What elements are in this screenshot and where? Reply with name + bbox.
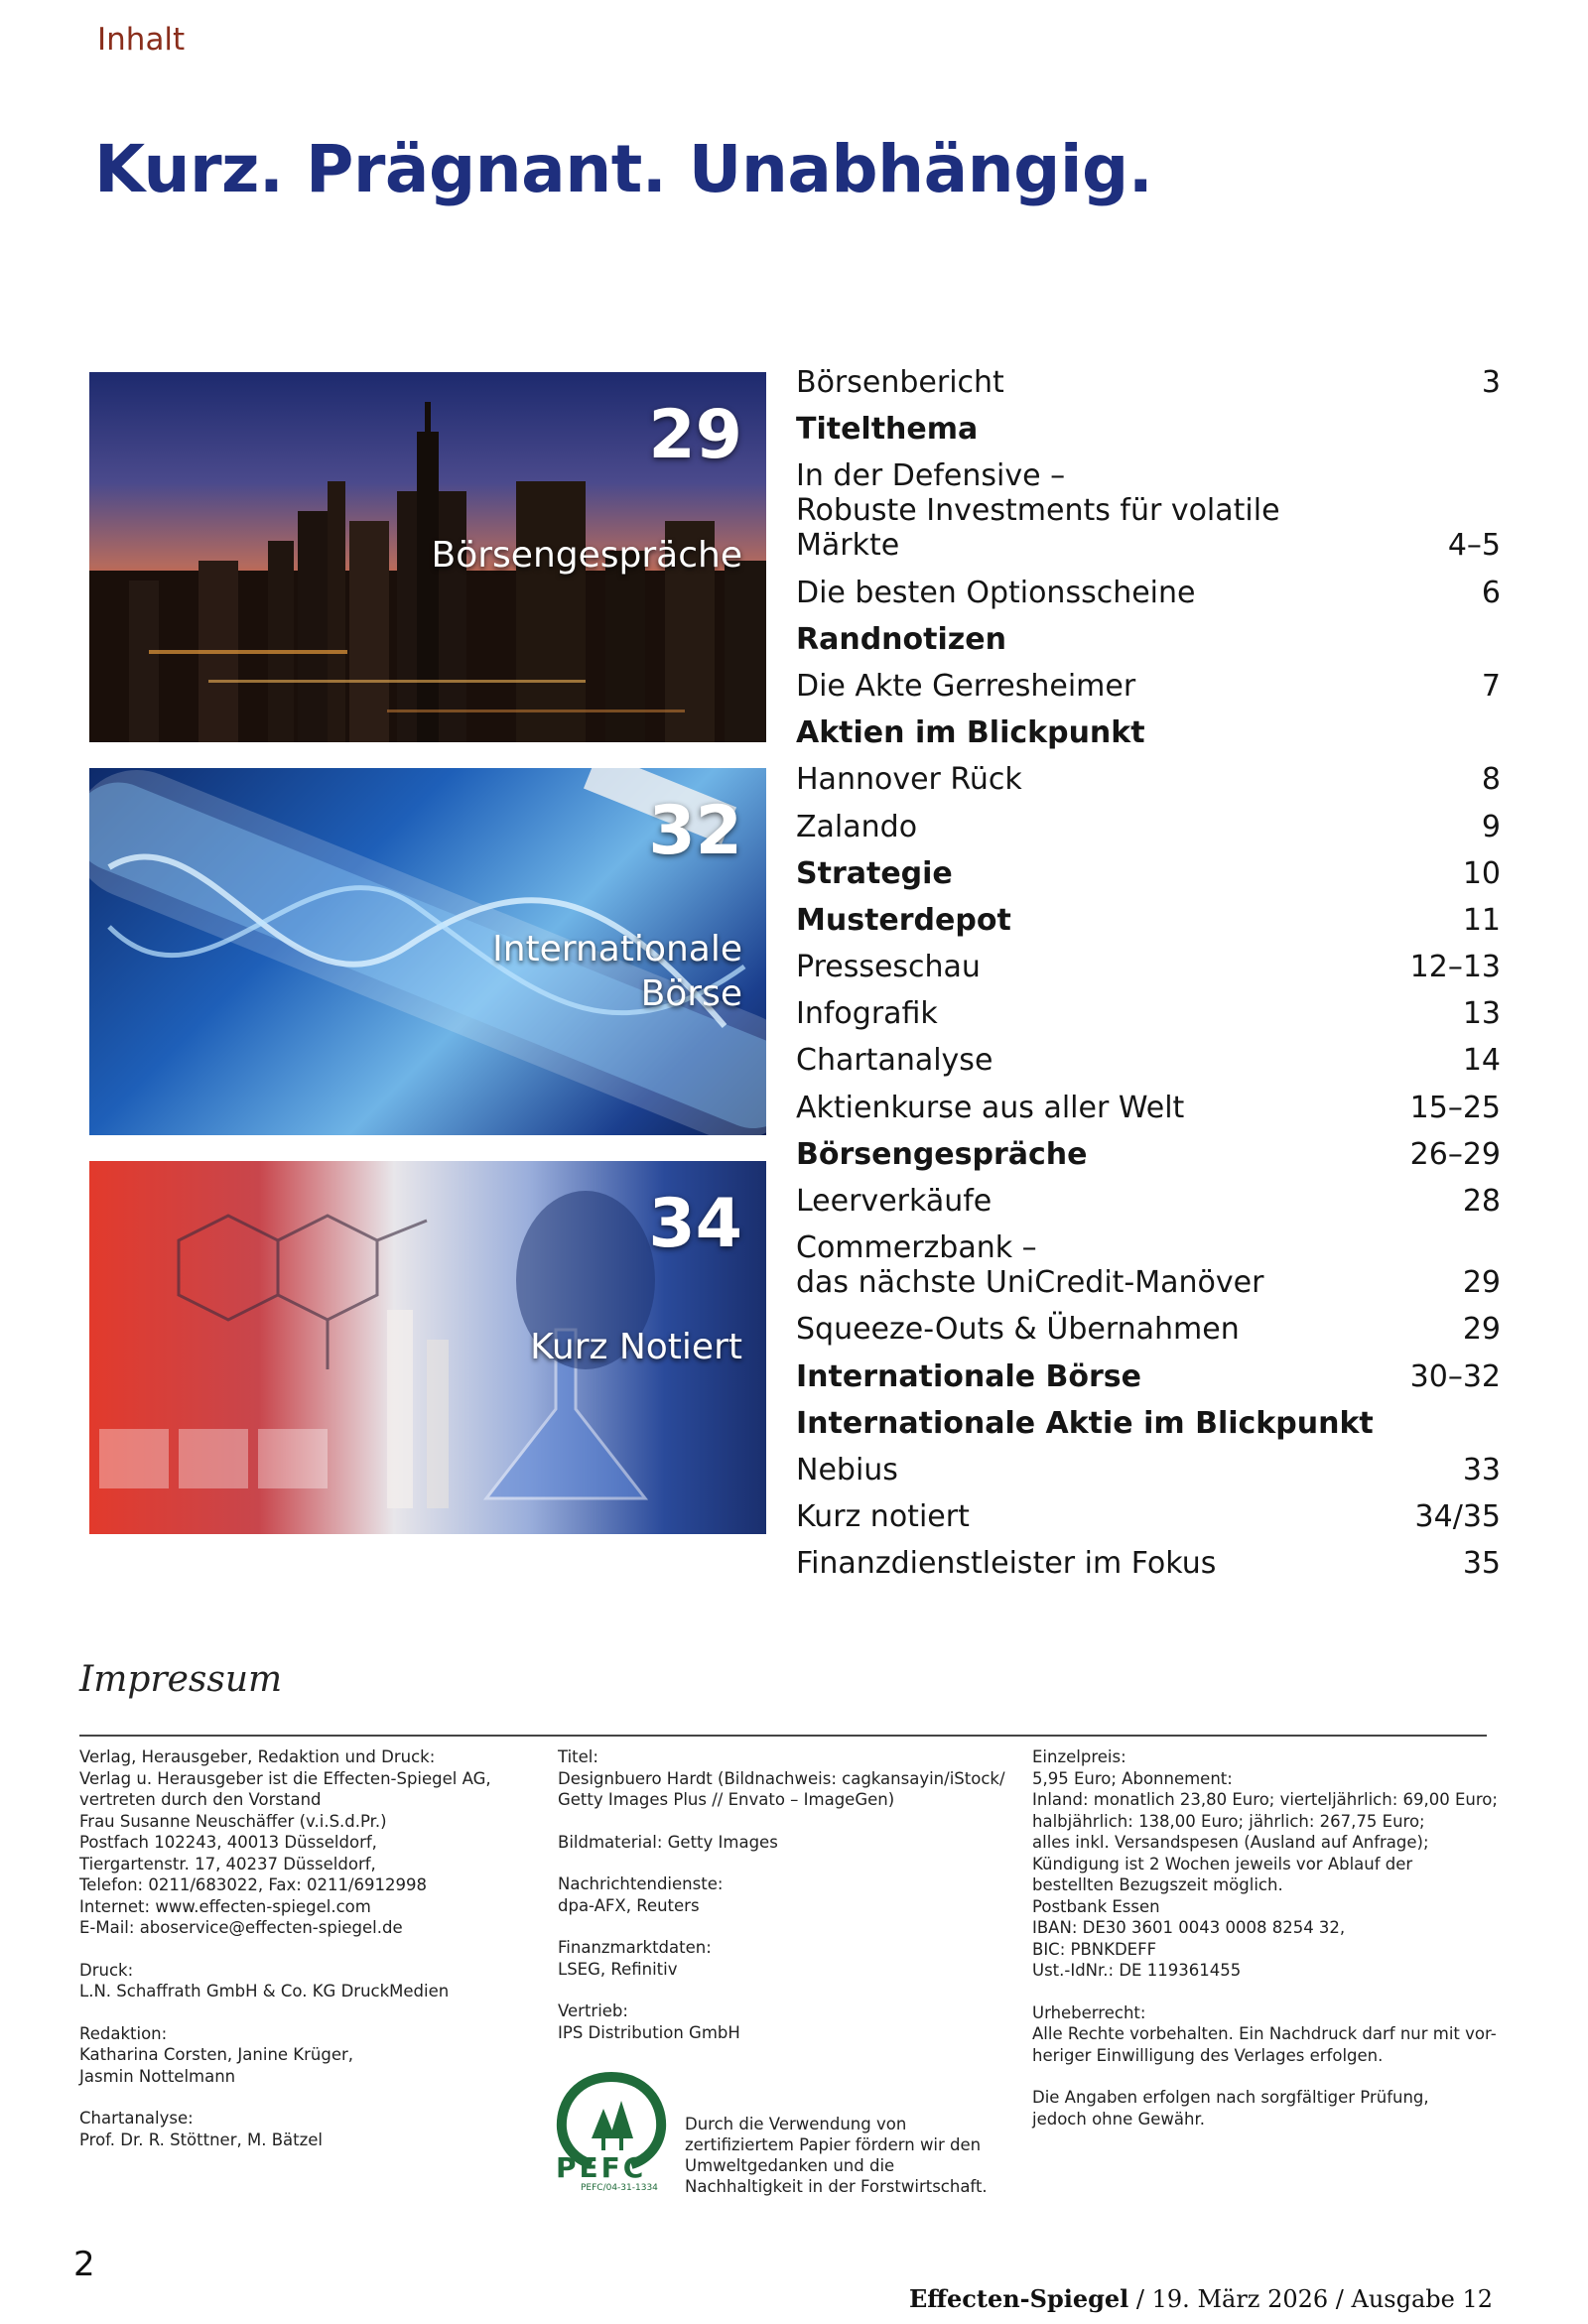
impressum-line: Postbank Essen bbox=[1032, 1896, 1160, 1916]
teaser-kurz-notiert[interactable] bbox=[89, 1161, 766, 1534]
toc-entry[interactable] bbox=[796, 1493, 1501, 1540]
toc-entry[interactable] bbox=[796, 944, 1501, 990]
impressum-line: vertreten durch den Vorstand bbox=[79, 1790, 322, 1809]
impressum-block bbox=[1032, 2002, 1499, 2067]
teaser-label: Internationale Börse bbox=[492, 929, 742, 1014]
impressum-line: Finanzmarktdaten: bbox=[558, 1938, 712, 1957]
toc-entry-page: 28 bbox=[1462, 1184, 1501, 1219]
impressum-block bbox=[1032, 2087, 1499, 2130]
impressum-line: Tiergartenstr. 17, 40237 Düsseldorf, bbox=[79, 1854, 376, 1873]
impressum-line: Einzelpreis: bbox=[1032, 1747, 1126, 1766]
impressum-line: L.N. Schaffrath GmbH & Co. KG DruckMedien bbox=[79, 1982, 450, 2001]
publication-name: Effecten-Spiegel bbox=[908, 2284, 1129, 2313]
impressum-line: halbjährlich: 138,00 Euro; jährlich: 267,75 Euro; bbox=[1032, 1811, 1425, 1831]
toc-entry-page: 4–5 bbox=[1447, 528, 1501, 564]
impressum-block bbox=[558, 2001, 1024, 2043]
teaser-label: Kurz Notiert bbox=[530, 1327, 742, 1367]
impressum-line: Vertrieb: bbox=[558, 2001, 628, 2020]
toc-entry-title: Internationale Börse bbox=[796, 1358, 1141, 1394]
toc-entry[interactable] bbox=[796, 616, 1501, 663]
impressum-line: IPS Distribution GmbH bbox=[558, 2022, 740, 2042]
toc-entry-title: Zalando bbox=[796, 809, 918, 844]
impressum-line: Inland: monatlich 23,80 Euro; vierteljährlich: 69,00 Euro; bbox=[1032, 1790, 1498, 1809]
impressum-line: IBAN: DE30 3601 0043 0008 8254 32, bbox=[1032, 1918, 1346, 1937]
toc-entry[interactable] bbox=[796, 850, 1501, 897]
toc-entry-page: 26–29 bbox=[1409, 1136, 1501, 1172]
toc-entry-page: 7 bbox=[1481, 668, 1501, 704]
toc-entry[interactable] bbox=[796, 804, 1501, 850]
impressum-line: bestellten Bezugszeit möglich. bbox=[1032, 1875, 1283, 1894]
toc-entry[interactable] bbox=[796, 1447, 1501, 1493]
toc-entry[interactable] bbox=[796, 1131, 1501, 1178]
impressum-line: Postfach 102243, 40013 Düsseldorf, bbox=[79, 1833, 377, 1852]
impressum-line: heriger Einwilligung des Verlages erfolgen. bbox=[1032, 2045, 1384, 2065]
toc-entry-title: Börsenbericht bbox=[796, 365, 1004, 400]
pefc-code: PEFC/04-31-1334 bbox=[581, 2183, 658, 2193]
toc-entry-page: 29 bbox=[1462, 1265, 1501, 1301]
toc-entry-title: Infografik bbox=[796, 996, 938, 1032]
impressum-line: Nachrichtendienste: bbox=[558, 1874, 724, 1893]
toc-entry[interactable] bbox=[796, 897, 1501, 944]
toc-entry-title: Börsengespräche bbox=[796, 1136, 1088, 1172]
toc-entry-title: Nebius bbox=[796, 1452, 898, 1487]
toc-entry[interactable] bbox=[796, 1225, 1501, 1306]
issue-footer bbox=[909, 2284, 1493, 2313]
toc-entry[interactable] bbox=[796, 1178, 1501, 1225]
toc-entry-title: Kurz notiert bbox=[796, 1499, 970, 1535]
impressum-line: Urheberrecht: bbox=[1032, 2002, 1146, 2022]
issue-info: / 19. März 2026 / Ausgabe 12 bbox=[1128, 2285, 1493, 2313]
toc-entry-page: 6 bbox=[1481, 575, 1501, 610]
toc-entry-page: 34/35 bbox=[1414, 1499, 1501, 1535]
impressum-line: jedoch ohne Gewähr. bbox=[1032, 2109, 1205, 2129]
impressum-line: Prof. Dr. R. Stöttner, M. Bätzel bbox=[79, 2130, 323, 2149]
impressum-block bbox=[79, 1746, 546, 1939]
toc-entry-page: 30–32 bbox=[1409, 1358, 1501, 1394]
impressum-block bbox=[79, 1960, 546, 2002]
impressum-line: Die Angaben erfolgen nach sorgfältiger Prüfung, bbox=[1032, 2088, 1429, 2107]
teaser-internationale-boerse[interactable] bbox=[89, 768, 766, 1135]
impressum-line: Getty Images Plus // Envato – ImageGen) bbox=[558, 1790, 895, 1809]
toc-entry-title: Commerzbank – das nächste UniCredit-Manöver bbox=[796, 1230, 1264, 1301]
table-of-contents bbox=[796, 359, 1501, 1588]
toc-entry-title: Chartanalyse bbox=[796, 1043, 993, 1079]
impressum-block bbox=[79, 2108, 546, 2150]
impressum-line: BIC: PBNKDEFF bbox=[1032, 1939, 1157, 1959]
pefc-wordmark: PEFC bbox=[556, 2151, 647, 2184]
toc-entry-title: Musterdepot bbox=[796, 902, 1011, 938]
toc-entry-page: 10 bbox=[1462, 855, 1501, 891]
impressum-line: Frau Susanne Neuschäffer (v.i.S.d.Pr.) bbox=[79, 1811, 387, 1831]
toc-entry-page: 33 bbox=[1462, 1452, 1501, 1487]
teaser-label: Börsengespräche bbox=[431, 535, 742, 576]
toc-entry[interactable] bbox=[796, 359, 1501, 406]
impressum-line: Verlag, Herausgeber, Redaktion und Druck: bbox=[79, 1747, 436, 1766]
teaser-page-number: 29 bbox=[648, 396, 742, 474]
impressum-line: Kündigung ist 2 Wochen jeweils vor Ablauf der bbox=[1032, 1854, 1413, 1873]
impressum-line: Titel: bbox=[558, 1747, 598, 1766]
impressum-column-pricing bbox=[1032, 1746, 1499, 2150]
impressum-line: Verlag u. Herausgeber ist die Effecten-Spiegel AG, bbox=[79, 1768, 491, 1788]
toc-entry[interactable] bbox=[796, 1354, 1501, 1400]
impressum-line: Bildmaterial: Getty Images bbox=[558, 1832, 778, 1852]
toc-entry[interactable] bbox=[796, 570, 1501, 616]
toc-entry-title: In der Defensive – Robuste Investments für volatile Märkte bbox=[796, 458, 1280, 564]
toc-entry-title: Leerverkäufe bbox=[796, 1184, 992, 1219]
toc-entry-page: 13 bbox=[1462, 996, 1501, 1032]
section-label: Inhalt bbox=[97, 22, 186, 58]
impressum-block bbox=[558, 1937, 1024, 1980]
toc-entry[interactable] bbox=[796, 406, 1501, 452]
impressum-line: E-Mail: aboservice@effecten-spiegel.de bbox=[79, 1918, 403, 1937]
impressum-line: dpa-AFX, Reuters bbox=[558, 1895, 700, 1915]
toc-entry-page: 3 bbox=[1481, 365, 1501, 400]
impressum-line: Katharina Corsten, Janine Krüger, bbox=[79, 2045, 354, 2064]
toc-entry[interactable] bbox=[796, 1400, 1501, 1447]
impressum-line: Chartanalyse: bbox=[79, 2109, 194, 2128]
toc-entry-title: Internationale Aktie im Blickpunkt bbox=[796, 1405, 1374, 1441]
impressum-line: Redaktion: bbox=[79, 2023, 168, 2043]
toc-entry[interactable] bbox=[796, 756, 1501, 803]
impressum-line: Druck: bbox=[79, 1960, 134, 1980]
toc-entry[interactable] bbox=[796, 1037, 1501, 1084]
teaser-page-number: 32 bbox=[648, 792, 742, 870]
toc-entry[interactable] bbox=[796, 1540, 1501, 1587]
toc-entry-page: 35 bbox=[1462, 1546, 1501, 1582]
toc-entry[interactable] bbox=[796, 990, 1501, 1037]
toc-entry-page: 11 bbox=[1462, 902, 1501, 938]
impressum-column-publisher bbox=[79, 1746, 546, 2171]
pefc-statement: Durch die Verwendung von zertifiziertem Papier fördern wir den Umweltgedanken und die Nachhaltigkeit in der Forstwirtschaft. bbox=[685, 2115, 988, 2196]
toc-entry-title: Presseschau bbox=[796, 950, 981, 985]
toc-entry-title: Aktien im Blickpunkt bbox=[796, 715, 1145, 751]
impressum-line: Jasmin Nottelmann bbox=[79, 2066, 236, 2086]
toc-entry-title: Strategie bbox=[796, 855, 953, 891]
toc-entry[interactable] bbox=[796, 1085, 1501, 1131]
impressum-line: Alle Rechte vorbehalten. Ein Nachdruck darf nur mit vor- bbox=[1032, 2024, 1497, 2043]
impressum-line: alles inkl. Versandspesen (Ausland auf Anfrage); bbox=[1032, 1833, 1429, 1852]
impressum-block bbox=[558, 1873, 1024, 1916]
teaser-boersengespraeche[interactable] bbox=[89, 372, 766, 742]
teaser-page-number: 34 bbox=[648, 1185, 742, 1263]
impressum-line: Internet: www.effecten-spiegel.com bbox=[79, 1896, 371, 1916]
impressum-block bbox=[558, 1746, 1024, 1811]
page-headline: Kurz. Prägnant. Unabhängig. bbox=[94, 131, 1153, 207]
toc-entry-page: 15–25 bbox=[1409, 1090, 1501, 1125]
impressum-line: Ust.-IdNr.: DE 119361455 bbox=[1032, 1961, 1242, 1980]
page-number: 2 bbox=[73, 2245, 95, 2284]
toc-entry-title: Titelthema bbox=[796, 412, 979, 448]
toc-entry-title: Hannover Rück bbox=[796, 762, 1022, 798]
toc-entry-title: Randnotizen bbox=[796, 621, 1006, 657]
toc-entry-title: Die Akte Gerresheimer bbox=[796, 668, 1136, 704]
toc-entry-page: 8 bbox=[1481, 762, 1501, 798]
toc-entry-page: 14 bbox=[1462, 1043, 1501, 1079]
impressum-line: Designbuero Hardt (Bildnachweis: cagkansayin/iStock/ bbox=[558, 1768, 1005, 1788]
toc-entry-title: Squeeze-Outs & Übernahmen bbox=[796, 1312, 1240, 1348]
toc-entry[interactable] bbox=[796, 710, 1501, 756]
toc-entry-page: 9 bbox=[1481, 809, 1501, 844]
toc-entry-title: Aktienkurse aus aller Welt bbox=[796, 1090, 1185, 1125]
toc-entry-page: 29 bbox=[1462, 1312, 1501, 1348]
toc-entry-title: Finanzdienstleister im Fokus bbox=[796, 1546, 1217, 1582]
impressum-line: 5,95 Euro; Abonnement: bbox=[1032, 1768, 1233, 1788]
impressum-block bbox=[558, 1832, 1024, 1854]
impressum-divider bbox=[79, 1735, 1487, 1737]
impressum-title: Impressum bbox=[79, 1659, 283, 1700]
impressum-line: LSEG, Refinitiv bbox=[558, 1959, 678, 1979]
toc-entry-title: Die besten Optionsscheine bbox=[796, 575, 1196, 610]
impressum-block bbox=[1032, 1746, 1499, 1982]
toc-entry[interactable] bbox=[796, 1306, 1501, 1353]
toc-entry[interactable] bbox=[796, 663, 1501, 710]
impressum-block bbox=[79, 2023, 546, 2088]
impressum-column-credits bbox=[558, 1746, 1024, 2064]
toc-entry[interactable] bbox=[796, 452, 1501, 569]
impressum-line: Telefon: 0211/683022, Fax: 0211/6912998 bbox=[79, 1875, 428, 1894]
toc-entry-page: 12–13 bbox=[1409, 950, 1501, 985]
